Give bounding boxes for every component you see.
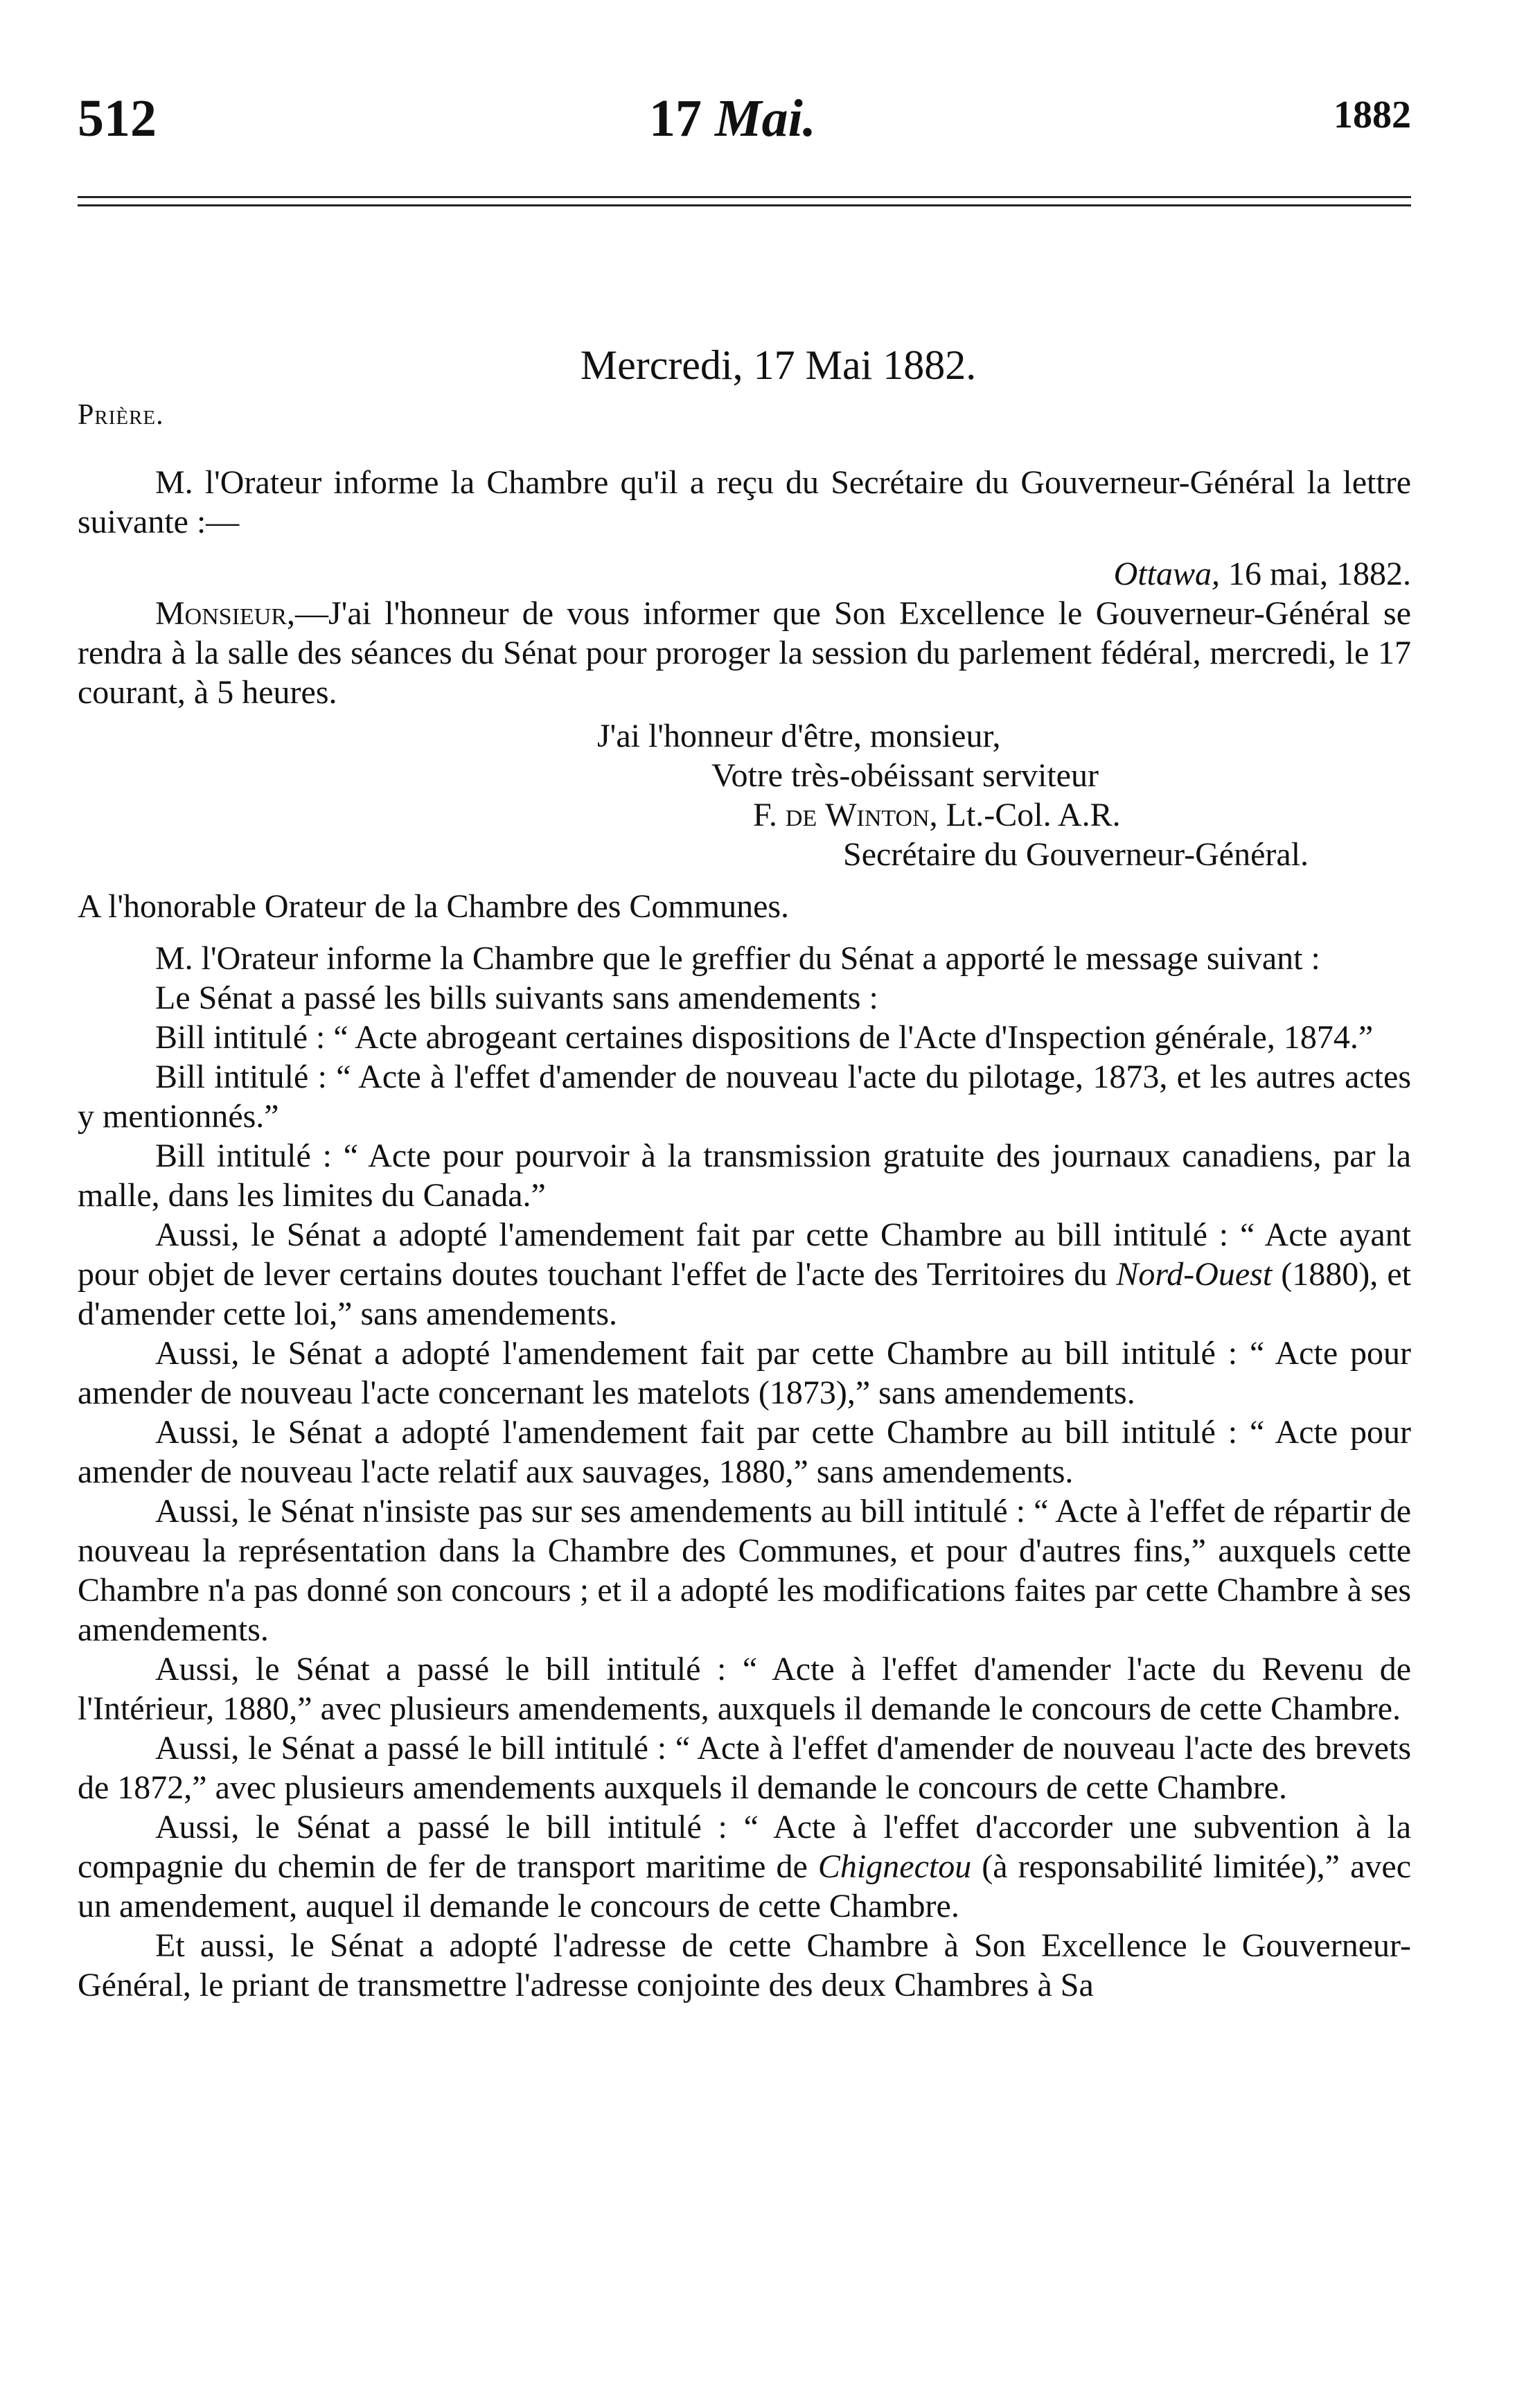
paragraph-speaker-letter: M. l'Orateur informe la Chambre qu'il a reçu du Secrétaire du Gouverneur-Général la lettre suivante :— [78, 464, 1411, 540]
letter-dateline [78, 554, 1411, 594]
chignectou-text-a: Aussi, le Sénat a passé le bill intitulé : “ Acte à l'effet d'accorder une subvention à la compagnie du chemin de fer de transport maritime de [78, 1809, 1411, 1885]
paragraph-representation: Aussi, le Sénat n'insiste pas sur ses amendements au bill intitulé : “ Acte à l'effet de répartir de nouveau la représentation dans la Chambre des Communes, et pour d'autres fins,” auxquels cette Chambre n'a pas donné son concours ; et il a adopté les modifications faites par cette Chambre à ses amendements. [78, 1493, 1411, 1648]
letter-text: —J'ai l'honneur de vous informer que Son Excellence le Gouverneur-Général se rendra à la salle des séances du Sénat pour proroger la session du parlement fédéral, mercredi, le 17 courant, à 5 heures. [78, 595, 1411, 711]
paragraph-sauvages: Aussi, le Sénat a adopté l'amendement fait par cette Chambre au bill intitulé : “ Acte pour amender de nouveau l'acte relatif aux sauvages, 1880,” sans amendements. [78, 1414, 1411, 1490]
sitting-dateline: Mercredi, 17 Mai 1882. [580, 342, 977, 388]
letter-closing-1: J'ai l'honneur d'être, monsieur, [597, 718, 1001, 754]
page-number: 512 [78, 89, 157, 148]
territoires-text-a: Aussi, le Sénat a adopté l'amendement fait par cette Chambre au bill intitulé : “ Acte ayant pour objet de lever certains doutes touchant l'effet de l'acte des Territoires du [78, 1216, 1411, 1293]
chignectou-text-b: (à responsabilité limitée),” avec un amendement, auquel il demande le concours de cette Chambre. [78, 1848, 1412, 1924]
signature-de: de [785, 797, 817, 833]
territoires-text-b: (1880), et d'amender cette loi,” sans amendements. [78, 1256, 1412, 1332]
paragraph-brevets: Aussi, le Sénat a passé le bill intitulé : “ Acte à l'effet d'amender de nouveau l'acte des brevets de 1872,” avec plusieurs amendements auxquels il demande le concours de cette Chambre. [78, 1730, 1411, 1806]
letter-place: Ottawa, [1113, 556, 1221, 592]
letter-body [78, 594, 1411, 712]
paragraph-bill-inspection: Bill intitulé : “ Acte abrogeant certaines dispositions de l'Acte d'Inspection générale, 1874.” [155, 1019, 1374, 1056]
header-rule-top [78, 196, 1411, 198]
signature-title: Lt.-Col. A.R. [946, 797, 1121, 833]
paragraph-adresse: Et aussi, le Sénat a adopté l'adresse de cette Chambre à Son Excellence le Gouverneur-Général, le priant de transmettre l'adresse conjointe des deux Chambres à Sa [78, 1927, 1411, 2003]
header-month: Mai. [715, 89, 816, 148]
paragraph-bill-journaux: Bill intitulé : “ Acte pour pourvoir à la transmission gratuite des journaux canadiens, par la malle, dans les limites du Canada.” [78, 1137, 1411, 1214]
paragraph-revenu: Aussi, le Sénat a passé le bill intitulé : “ Acte à l'effet d'amender l'acte du Revenu de l'Intérieur, 1880,” avec plusieurs amendements, auxquels il demande le concours de cette Chambre. [78, 1651, 1411, 1727]
signature-initial: F. [753, 797, 777, 833]
header-year: 1882 [1334, 94, 1411, 136]
paragraph-senate-message: M. l'Orateur informe la Chambre que le greffier du Sénat a apporté le message suivant : [155, 940, 1320, 977]
header-rule-bottom [78, 204, 1411, 206]
running-header [78, 89, 1411, 165]
paragraph-chignectou [78, 1807, 1411, 1926]
header-date [649, 89, 816, 149]
header-day: 17 [649, 89, 702, 148]
paragraph-territoires [78, 1215, 1411, 1334]
letter-salutation: Monsieur, [155, 595, 296, 632]
letter-closing-2: Votre très-obéissant serviteur [711, 757, 1099, 794]
letter-signature-role: Secrétaire du Gouverneur-Général. [843, 836, 1309, 873]
letter-date: 16 mai, 1882. [1228, 556, 1411, 592]
letter-addressee: A l'honorable Orateur de la Chambre des Communes. [78, 888, 790, 925]
journal-body [78, 463, 1411, 2005]
chignectou-italic: Chignectou [817, 1848, 972, 1885]
letter-signature [78, 795, 1411, 835]
paragraph-matelots: Aussi, le Sénat a adopté l'amendement fait par cette Chambre au bill intitulé : “ Acte pour amender de nouveau l'acte concernant les matelots (1873),” sans amendements. [78, 1335, 1411, 1411]
paragraph-bill-pilotage: Bill intitulé : “ Acte à l'effet d'amender de nouveau l'acte du pilotage, 1873, et les autres actes y mentionnés.” [78, 1059, 1411, 1135]
signature-name: Winton, [825, 797, 938, 833]
prayer-heading: Prière. [78, 399, 164, 431]
territoires-italic: Nord-Ouest [1116, 1256, 1273, 1293]
paragraph-bills-passed: Le Sénat a passé les bills suivants sans amendements : [155, 980, 878, 1016]
